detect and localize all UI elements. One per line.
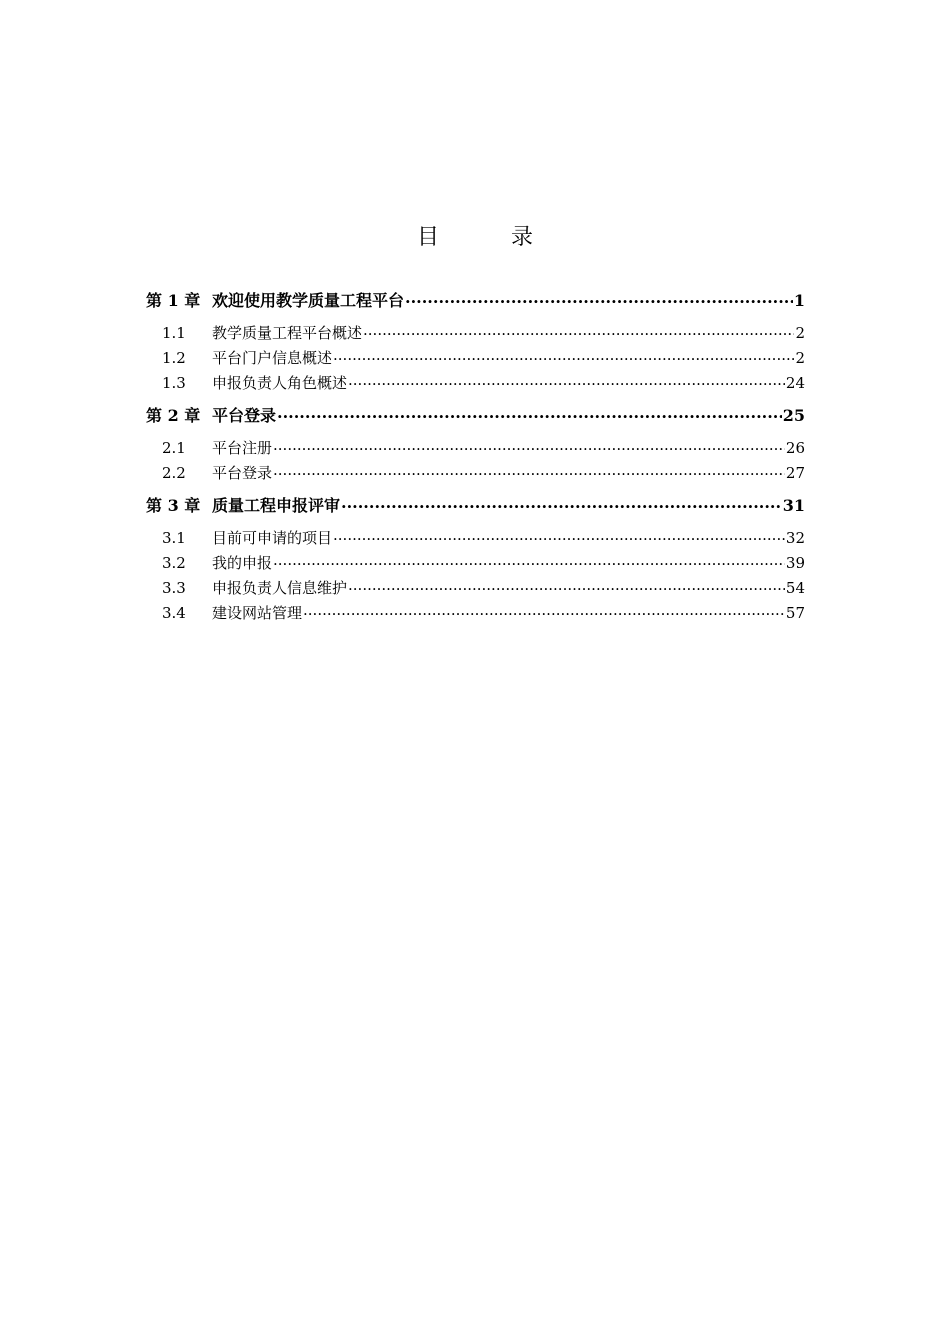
- section-number: 3.2: [162, 554, 186, 572]
- toc-section-3-2[interactable]: [146, 551, 805, 576]
- dot-leader: [277, 405, 782, 421]
- chapter-number: 第 2 章: [146, 406, 201, 425]
- page-number: 24: [785, 374, 805, 392]
- dot-leader: [333, 348, 794, 363]
- section-title: 建设网站管理: [212, 604, 303, 622]
- chapter-title: 平台登录: [212, 406, 277, 425]
- page-number: 25: [782, 406, 805, 425]
- section-number: 1.1: [162, 324, 186, 342]
- section-title: 教学质量工程平台概述: [212, 324, 363, 342]
- page-number: 32: [785, 529, 805, 547]
- section-number: 1.3: [162, 374, 186, 392]
- chapter-title: 质量工程申报评审: [212, 496, 341, 515]
- section-title: 平台注册: [212, 439, 273, 457]
- dot-leader: [363, 323, 794, 338]
- page-number: 26: [785, 439, 805, 457]
- toc-chapter-2[interactable]: [146, 399, 805, 433]
- section-title: 申报负责人信息维护: [212, 579, 348, 597]
- dot-leader: [341, 495, 782, 511]
- toc-section-1-1[interactable]: [146, 321, 805, 346]
- section-number: 2.1: [162, 439, 186, 457]
- chapter-title: 欢迎使用教学质量工程平台: [212, 291, 405, 310]
- section-number: 3.1: [162, 529, 186, 547]
- dot-leader: [273, 553, 785, 568]
- toc-section-3-1[interactable]: [146, 526, 805, 551]
- section-title: 目前可申请的项目: [212, 529, 333, 547]
- section-title: 平台登录: [212, 464, 273, 482]
- toc-section-1-3[interactable]: [146, 371, 805, 396]
- dot-leader: [348, 578, 785, 593]
- chapter-number: 第 3 章: [146, 496, 201, 515]
- page-number: 57: [785, 604, 805, 622]
- page-number: 2: [795, 349, 805, 367]
- toc-section-1-2[interactable]: [146, 346, 805, 371]
- section-number: 1.2: [162, 349, 186, 367]
- toc-chapter-3[interactable]: [146, 489, 805, 523]
- dot-leader: [303, 603, 785, 618]
- toc-section-2-2[interactable]: [146, 461, 805, 486]
- dot-leader: [333, 528, 785, 543]
- table-of-contents: [146, 284, 805, 626]
- chapter-number: 第 1 章: [146, 291, 201, 310]
- section-number: 3.3: [162, 579, 186, 597]
- section-title: 我的申报: [212, 554, 273, 572]
- section-title: 申报负责人角色概述: [212, 374, 348, 392]
- toc-section-3-3[interactable]: [146, 576, 805, 601]
- section-number: 3.4: [162, 604, 186, 622]
- toc-section-3-4[interactable]: [146, 601, 805, 626]
- page-number: 27: [785, 464, 805, 482]
- page-number: 39: [785, 554, 805, 572]
- toc-section-2-1[interactable]: [146, 436, 805, 461]
- page-number: 31: [782, 496, 805, 515]
- toc-title: 目录: [416, 225, 605, 250]
- page-number: 2: [795, 324, 805, 342]
- dot-leader: [405, 290, 793, 306]
- toc-chapter-1[interactable]: [146, 284, 805, 318]
- dot-leader: [348, 373, 785, 388]
- section-title: 平台门户信息概述: [212, 349, 333, 367]
- page-number: 1: [793, 291, 805, 310]
- page-number: 54: [785, 579, 805, 597]
- section-number: 2.2: [162, 464, 186, 482]
- dot-leader: [273, 463, 785, 478]
- dot-leader: [273, 438, 785, 453]
